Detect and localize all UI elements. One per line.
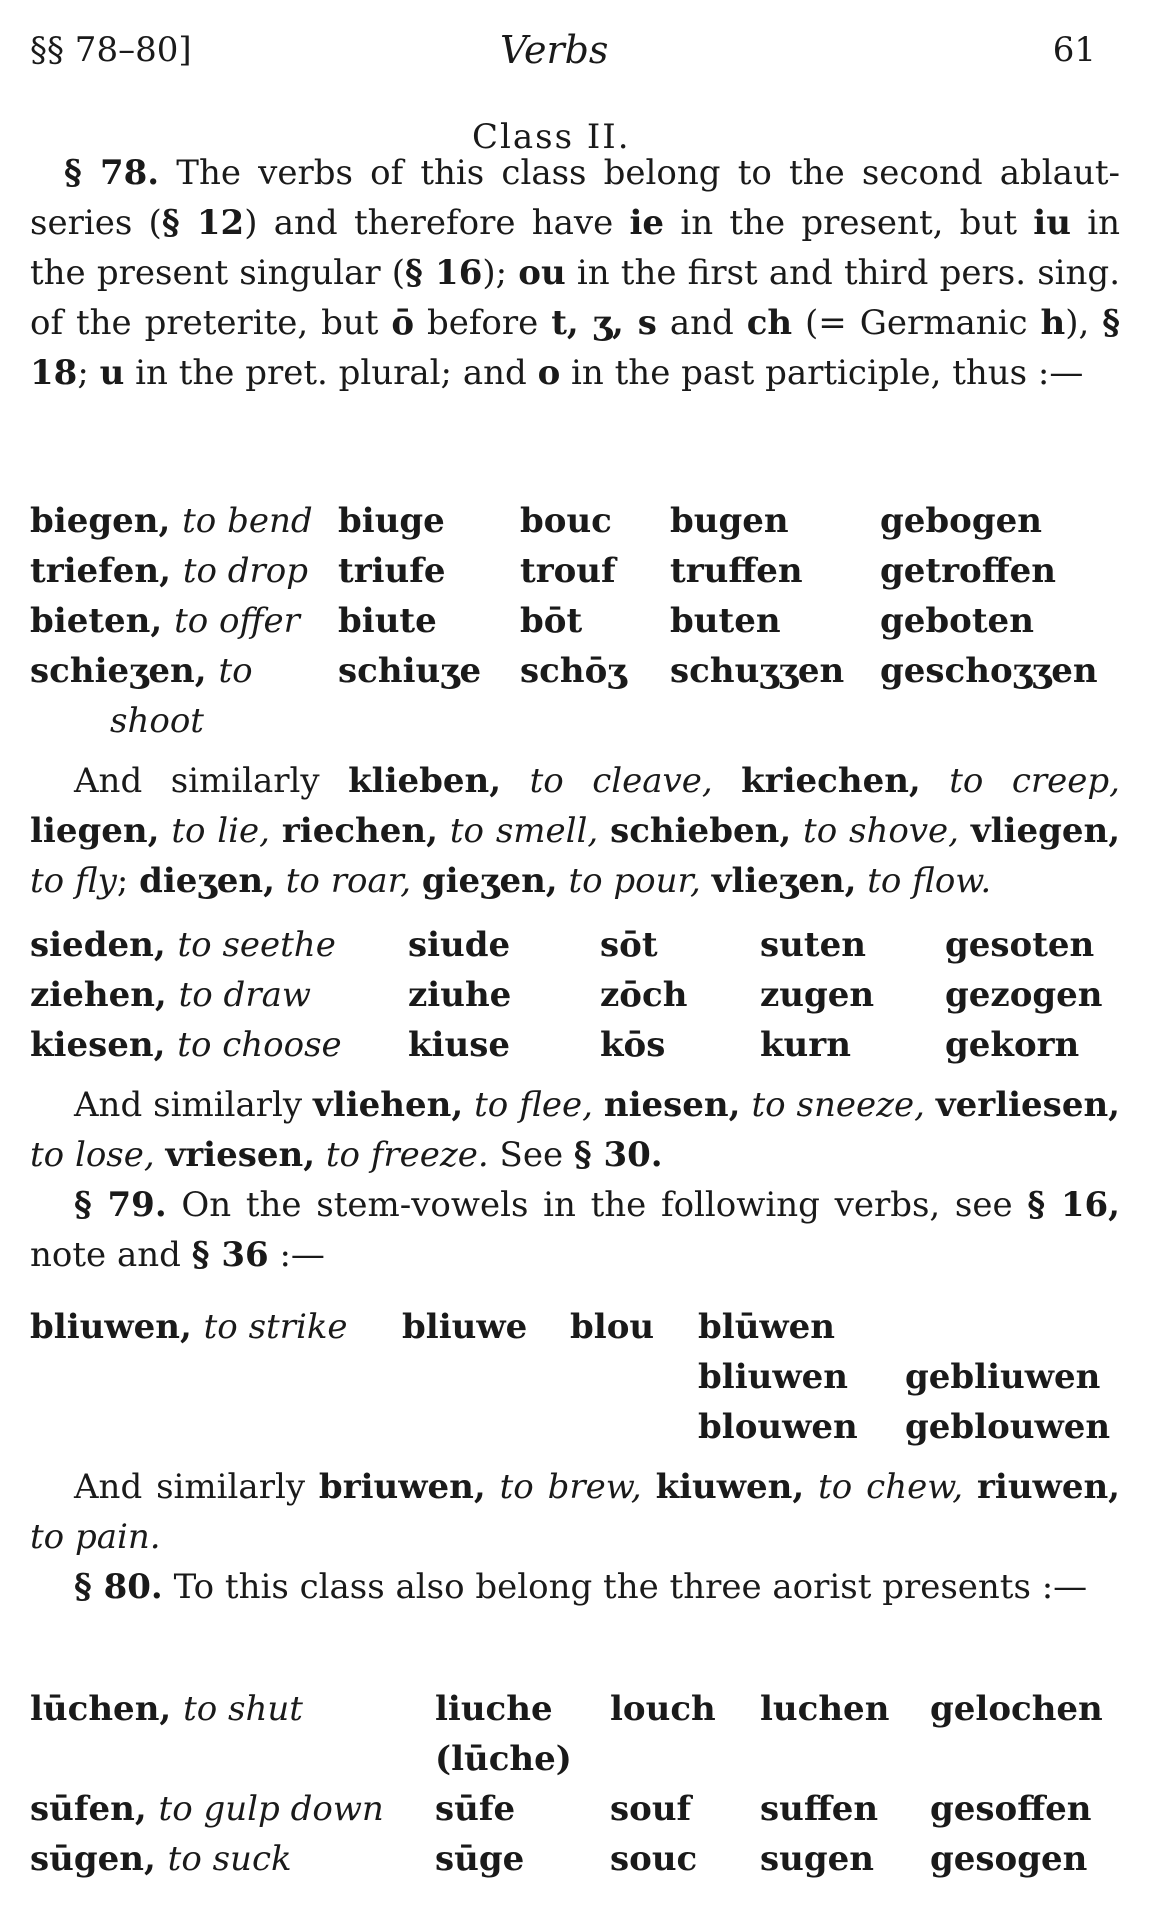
similarly-paragraph-1: And similarly klieben, to cleave, kriechen, to creep, liegen, to lie, riechen, to smell, schieben, to shove, vliegen, to fly; dieʒen, to roar, gieʒen, to pour, vlieʒen, to flow. bbox=[30, 761, 1121, 901]
running-head-sections: §§ 78–80] bbox=[30, 30, 192, 70]
section-79-paragraph: § 79. On the stem-vowels in the following verbs, see § 16, note and § 36 :— bbox=[30, 1185, 1120, 1275]
class-heading: Class II. bbox=[472, 117, 631, 157]
page-number: 61 bbox=[1052, 30, 1096, 70]
section-78-label: § 78. bbox=[64, 153, 160, 193]
book-page: §§ 78–80] Verbs 61 Class II. § 78. The verbs of this class belong to the second ablaut-series (§ 12) and therefore have ie in the present, but iu in the present singular (§ 16); ou in the first and third pers. sing. of the preterite, but ō before t, ʒ, s and ch (= Germanic h), § 18; u in the pret. plural; and o in the past participle, thus :— biegen, to bend biuge bouc bugen gebogen triefen, to drop triufe trouf truffen getroffen bieten, to offer biute bōt buten geboten schieʒen, to schiuʒe schōʒ schuʒʒen geschoʒʒen shoot And similarly klieben, to cleave, kriechen, to creep, liegen, to lie, riechen, to smell, schieben, to shove, vliegen, to fly; dieʒen, to roar, gieʒen, to pour, vlieʒen, to flow. sieden, to seethe siude sōt suten gesoten ziehen, to draw ziuhe zōch zugen gezogen kiesen, to choose kiuse kōs kurn gekorn And similarly vliehen, to flee, niesen, to sneeze, verliesen, to lose, vriesen, to freeze. See § 30. § 79. On the stem-vowels in the following verbs, see § 16, note and § 36 :— bliuwen, to strike bliuwe blou blūwen bliuwen gebliuwen blouwen geblouwen And similarly briuwen, to brew, kiuwen, to chew, riuwen, to pain. § 80. To this class also belong the three aorist presents :— lūchen, to shut liuche louch luchen gelochen (lūche) sūfen, to gulp down sūfe souf suffen gesoffen sūgen, to suck sūge souc sugen gesogen bbox=[0, 0, 1156, 1907]
section-78-paragraph: § 78. The verbs of this class belong to the second ablaut-series (§ 12) and therefore have ie in the present, but iu in the present singular (§ 16); ou in the first and third pers. sing. of the preterite, but ō before t, ʒ, s and ch (= Germanic h), § 18; u in the pret. plural; and o in the past participle, thus :— bbox=[30, 153, 1120, 393]
similarly-paragraph-2: And similarly vliehen, to flee, niesen, to sneeze, verliesen, to lose, vriesen, to freeze. See § 30. bbox=[30, 1085, 1121, 1175]
section-80-label: § 80. bbox=[74, 1567, 163, 1607]
running-head-title: Verbs bbox=[500, 28, 609, 72]
section-80-paragraph: § 80. To this class also belong the three aorist presents :— bbox=[74, 1567, 1088, 1607]
section-79-label: § 79. bbox=[74, 1185, 167, 1225]
similarly-paragraph-3: And similarly briuwen, to brew, kiuwen, to chew, riuwen, to pain. bbox=[30, 1467, 1121, 1557]
